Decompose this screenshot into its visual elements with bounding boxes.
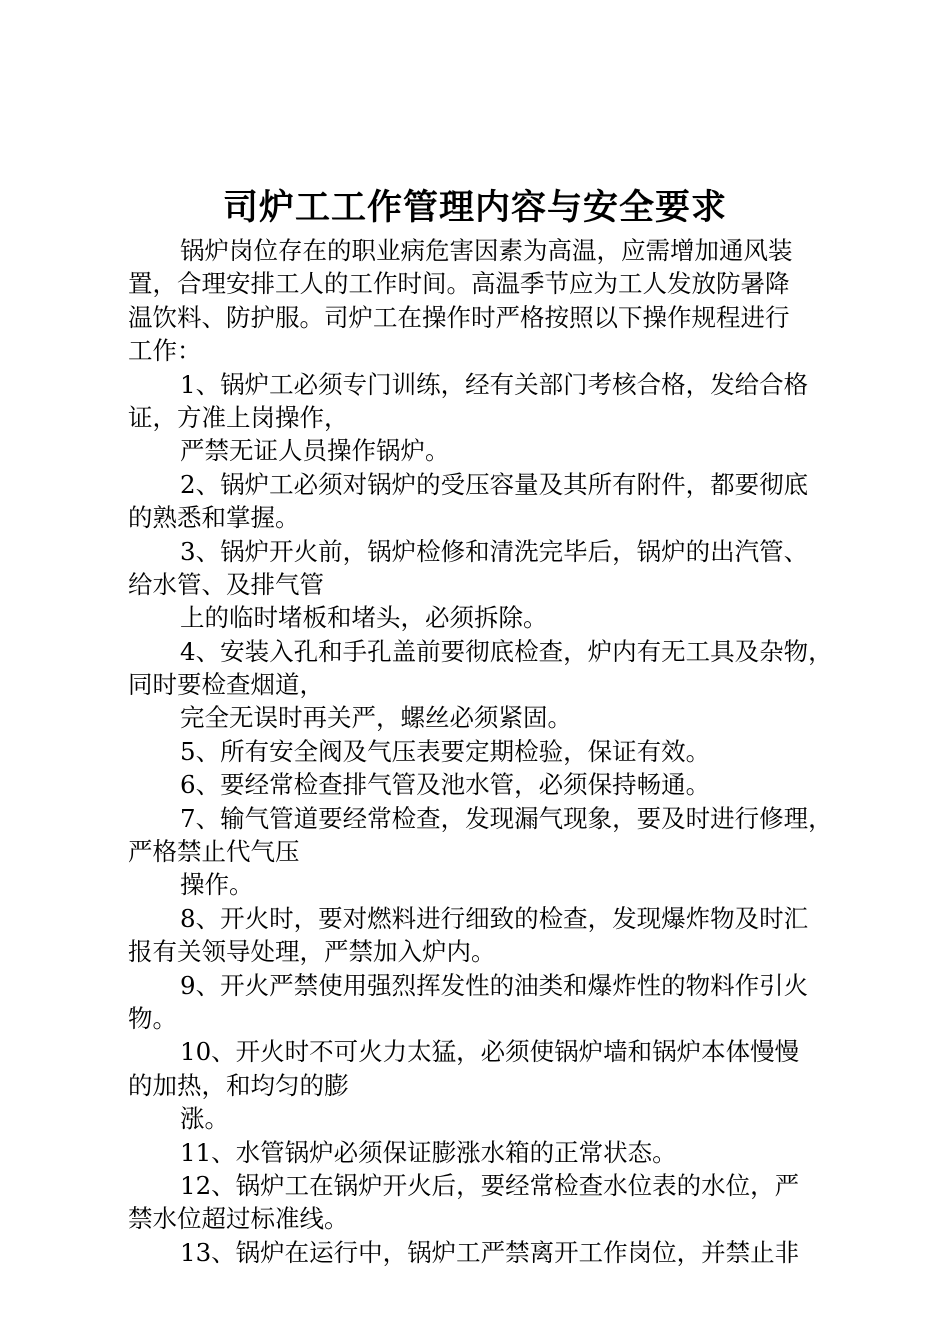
text-line: 置，合理安排工人的工作时间。高温季节应为工人发放防暑降 bbox=[128, 269, 790, 299]
text-line: 的加热，和均匀的膨 bbox=[128, 1070, 349, 1100]
text-line: 13、锅炉在运行中，锅炉工严禁离开工作岗位，并禁止非 bbox=[180, 1237, 800, 1267]
text-line: 7、输气管道要经常检查，发现漏气现象，要及时进行修理， bbox=[180, 803, 833, 833]
text-line: 禁水位超过标准线。 bbox=[128, 1204, 349, 1234]
text-line: 9、开火严禁使用强烈挥发性的油类和爆炸性的物料作引火 bbox=[180, 970, 809, 1000]
text-line: 完全无误时再关严，螺丝必须紧固。 bbox=[180, 703, 572, 733]
text-line: 12、锅炉工在锅炉开火后，要经常检查水位表的水位，严 bbox=[180, 1170, 800, 1200]
text-line: 同时要检查烟道， bbox=[128, 670, 324, 700]
text-line: 6、要经常检查排气管及池水管，必须保持畅通。 bbox=[180, 770, 711, 800]
text-line: 8、开火时，要对燃料进行细致的检查，发现爆炸物及时汇 bbox=[180, 903, 809, 933]
text-line: 物。 bbox=[128, 1003, 177, 1033]
text-line: 4、安装入孔和手孔盖前要彻底检查，炉内有无工具及杂物， bbox=[180, 636, 833, 666]
text-line: 涨。 bbox=[180, 1104, 229, 1134]
text-line: 的熟悉和掌握。 bbox=[128, 503, 300, 533]
document-body bbox=[128, 234, 833, 1269]
text-line: 操作。 bbox=[180, 870, 254, 900]
text-line: 2、锅炉工必须对锅炉的受压容量及其所有附件，都要彻底 bbox=[180, 469, 809, 499]
text-line: 11、水管锅炉必须保证膨涨水箱的正常状态。 bbox=[180, 1137, 677, 1167]
text-line: 上的临时堵板和堵头，必须拆除。 bbox=[180, 603, 548, 633]
text-line: 严格禁止代气压 bbox=[128, 837, 300, 867]
text-line: 温饮料、防护服。司炉工在操作时严格按照以下操作规程进行 bbox=[128, 302, 790, 332]
text-line: 3、锅炉开火前，锅炉检修和清洗完毕后，锅炉的出汽管、 bbox=[180, 536, 809, 566]
text-line: 证，方准上岗操作， bbox=[128, 402, 349, 432]
text-line: 给水管、及排气管 bbox=[128, 569, 324, 599]
text-line: 1、锅炉工必须专门训练，经有关部门考核合格，发给合格 bbox=[180, 369, 809, 399]
text-line: 报有关领导处理，严禁加入炉内。 bbox=[128, 937, 496, 967]
document-title: 司炉工工作管理内容与安全要求 bbox=[222, 187, 727, 228]
text-line: 10、开火时不可火力太猛，必须使锅炉墙和锅炉本体慢慢 bbox=[180, 1037, 800, 1067]
text-line: 工作： bbox=[128, 336, 202, 366]
text-line: 严禁无证人员操作锅炉。 bbox=[180, 436, 450, 466]
text-line: 锅炉岗位存在的职业病危害因素为高温，应需增加通风装 bbox=[180, 236, 793, 265]
text-line: 5、所有安全阀及气压表要定期检验，保证有效。 bbox=[180, 736, 711, 766]
